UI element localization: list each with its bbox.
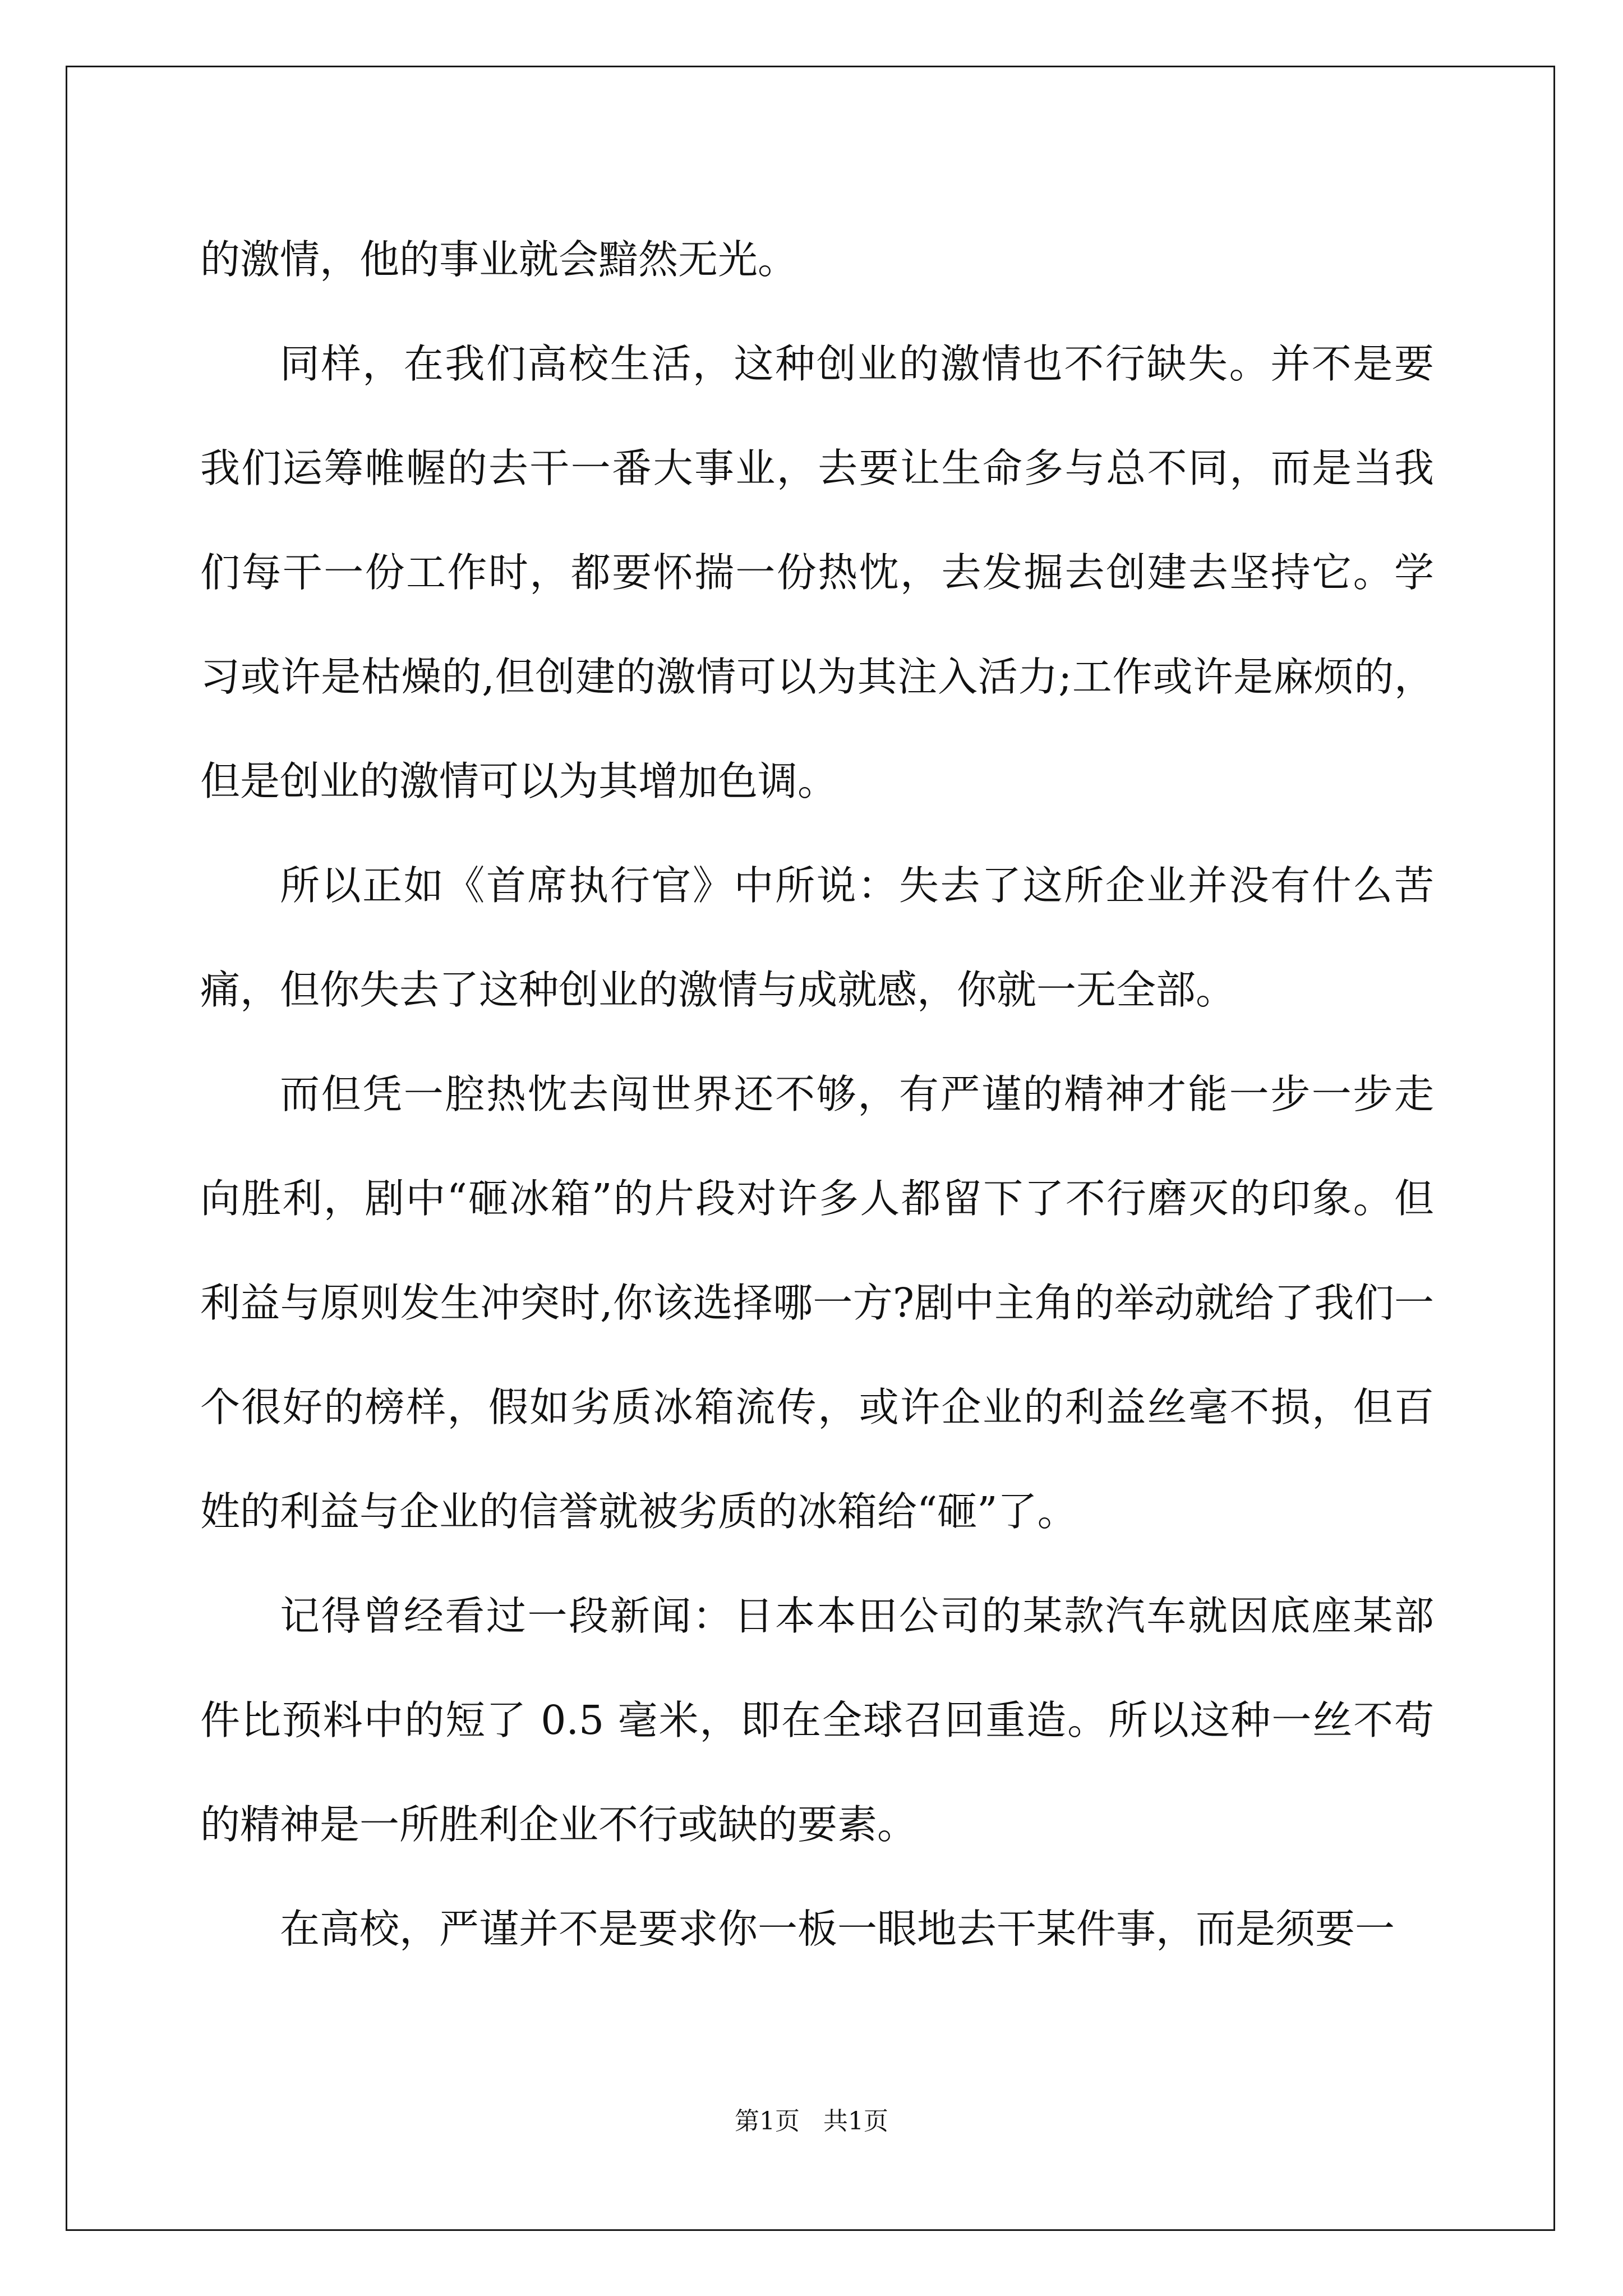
paragraph-5: 记得曾经看过一段新闻：日本本田公司的某款汽车就因底座某部件比预料中的短了 0.5 毫米，即在全球召回重造。所以这种一丝不苟的精神是一所胜利企业不行或缺的要素。 xyxy=(200,1593,1434,1848)
paragraph-6: 在高校，严谨并不是要求你一板一眼地去干某件事，而是须要一 xyxy=(280,1906,1395,1952)
document-body xyxy=(200,208,1434,1981)
paragraph-3: 所以正如《首席执行官》中所说：失去了这所企业并没有什么苦痛，但你失去了这种创业的激情与成就感，你就一无全部。 xyxy=(200,862,1434,1013)
paragraph-1: 的激情，他的事业就会黯然无光。 xyxy=(200,236,798,283)
paragraph-4: 而但凭一腔热忱去闯世界还不够，有严谨的精神才能一步一步走向胜利，剧中“砸冰箱”的片段对许多人都留下了不行磨灭的印象。但利益与原则发生冲突时,你该选择哪一方?剧中主角的举动就给了我们一个很好的榜样，假如劣质冰箱流传，或许企业的利益丝毫不损，但百姓的利益与企业的信誉就被劣质的冰箱给“砸”了。 xyxy=(200,1071,1434,1535)
page-footer: 第1页 共1页 xyxy=(735,2107,888,2136)
paragraph-2: 同样，在我们高校生活，这种创业的激情也不行缺失。并不是要我们运筹帷幄的去干一番大事业，去要让生命多与总不同，而是当我们每干一份工作时，都要怀揣一份热忱，去发掘去创建去坚持它。学习或许是枯燥的,但创建的激情可以为其注入活力;工作或许是麻烦的，但是创业的激情可以为其增加色调。 xyxy=(200,341,1434,804)
